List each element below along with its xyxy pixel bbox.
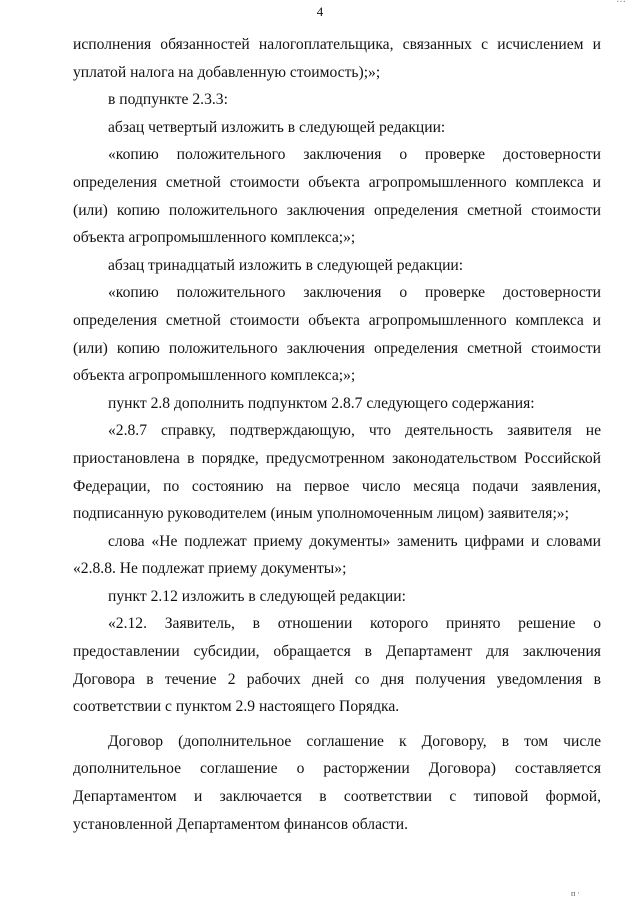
paragraph-subclause-2-8-7: «2.8.7 справку, подтверждающую, что деятельность заявителя не приостановлена в порядке, предусмотренном законодательством Российской Федерации, по состоянию на первое число месяца подачи заявления, подписанную руководителем (иным уполномоченным лицом) заявителя;»;	[73, 422, 601, 523]
paragraph-quote-2-12: «2.12. Заявитель, в отношении которого принято решение о предоставлении субсидии, обращается в Департамент для заключения Договора в течение 2 рабочих дней со дня получения уведомления в соответствии с пунктом 2.9 настоящего Порядка.	[73, 615, 601, 716]
paragraph-clause-2-12: пункт 2.12 изложить в следующей редакции:	[108, 587, 406, 605]
paragraph-continuation: исполнения обязанностей налогоплательщика, связанных с исчислением и уплатой налога на добавленную стоимость);»;	[73, 36, 601, 81]
paragraph-contract: Договор (дополнительное соглашение к Договору, в том числе дополнительное соглашение о расторжении Договора) составляется Департаментом и заключается в соответствии с типовой формой, установленной Департаментом финансов области.	[73, 732, 601, 833]
paragraph-quote-2: «копию положительного заключения о проверке достоверности определения сметной стоимости объекта агропромышленного комплекса и (или) копию положительного заключения определения сметной стоимости объекта агропромышленного комплекса;»;	[73, 284, 601, 385]
document-body	[73, 31, 601, 838]
paragraph-replace-words: слова «Не подлежат приему документы» заменить цифрами и словами «2.8.8. Не подлежат приему документы»;	[73, 532, 601, 578]
paragraph-subclause-2-3-3: в подпункте 2.3.3:	[108, 91, 228, 109]
paragraph-thirteenth-abzac: абзац тринадцатый изложить в следующей редакции:	[108, 256, 464, 274]
paragraph-clause-2-8: пункт 2.8 дополнить подпунктом 2.8.7 следующего содержания:	[108, 394, 535, 412]
page-number: 4	[316, 4, 324, 19]
footer-mark: п ·	[571, 889, 580, 898]
paragraph-quote-1: «копию положительного заключения о проверке достоверности определения сметной стоимости объекта агропромышленного комплекса и (или) копию положительного заключения определения сметной стоимости объекта агропромышленного комплекса;»;	[73, 146, 601, 247]
paragraph-fourth-abzac: абзац четвертый изложить в следующей редакции:	[108, 118, 446, 136]
